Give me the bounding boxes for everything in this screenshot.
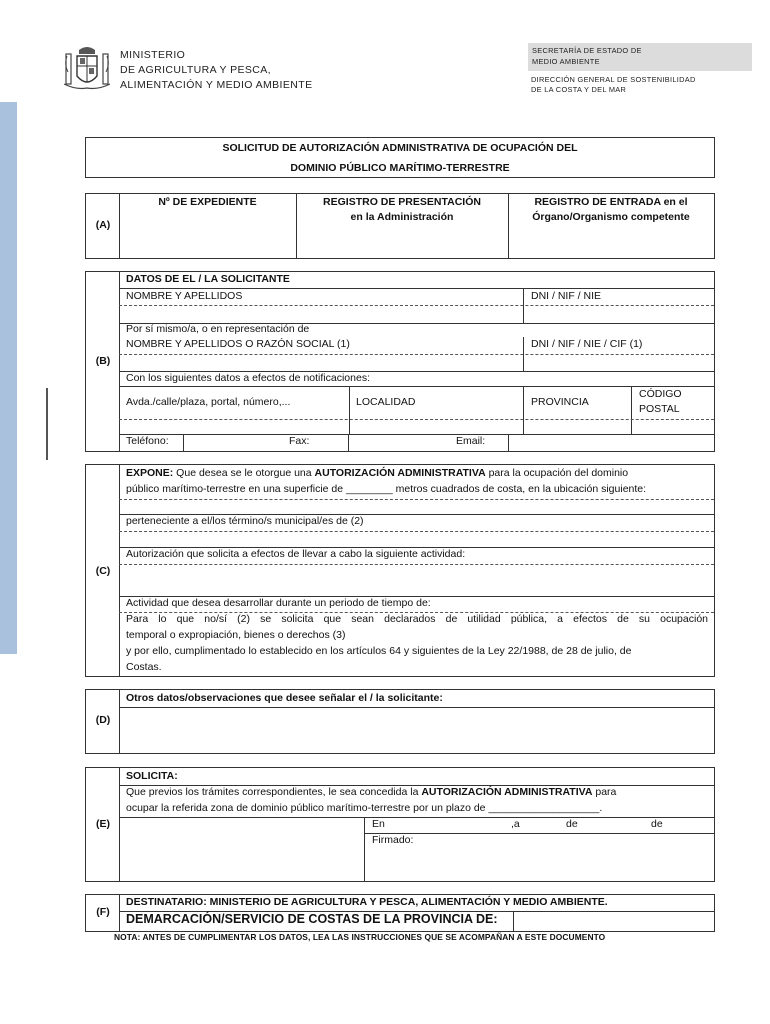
expone-heading: EXPONE: bbox=[126, 467, 174, 479]
fax-field[interactable] bbox=[348, 434, 349, 451]
email-field[interactable] bbox=[508, 434, 509, 451]
fecha-anio-label: de bbox=[651, 818, 663, 830]
expediente-label: Nº DE EXPEDIENTE bbox=[158, 196, 257, 208]
fax-label: Fax: bbox=[289, 435, 310, 447]
lugar-fecha-field[interactable] bbox=[364, 833, 714, 834]
secretaria-line-2: MEDIO AMBIENTE bbox=[532, 57, 600, 66]
section-b bbox=[85, 271, 715, 452]
solicita-text-2: para bbox=[592, 786, 617, 798]
registro-presentacion-line-1: REGISTRO DE PRESENTACIÓN bbox=[323, 196, 481, 208]
direccion-general bbox=[531, 75, 696, 95]
solicita-text-1: Que previos los trámites correspondientes, le sea concedida la bbox=[126, 786, 422, 798]
solicita-autorizacion: AUTORIZACIÓN ADMINISTRATIVA bbox=[421, 786, 593, 798]
side-tab-marker bbox=[0, 102, 17, 654]
actividad-autorizacion-label: Autorización que solicita a efectos de llevar a cabo la siguiente actividad: bbox=[126, 548, 466, 560]
costas-text: Costas. bbox=[126, 661, 162, 673]
coat-of-arms-icon bbox=[64, 44, 110, 94]
section-e bbox=[85, 767, 715, 882]
nombre-apellidos-label: NOMBRE Y APELLIDOS bbox=[126, 290, 243, 302]
direccion-field[interactable] bbox=[119, 434, 714, 435]
solicitante-heading: DATOS DE EL / LA SOLICITANTE bbox=[126, 273, 290, 285]
footer-note: NOTA: ANTES DE CUMPLIMENTAR LOS DATOS, LEA LAS INSTRUCCIONES QUE SE ACOMPAÑAN A ESTE DOCUMENTO bbox=[114, 932, 606, 942]
ley-costas-text: y por ello, cumplimentado lo establecido en los artículos 64 y siguientes de la Ley 22/1988, de 28 de julio, de bbox=[126, 645, 632, 657]
notificaciones-label: Con los siguientes datos a efectos de notificaciones: bbox=[126, 372, 370, 384]
expropiacion-text: temporal o expropiación, bienes o derechos (3) bbox=[126, 629, 346, 641]
section-a bbox=[85, 193, 715, 259]
ministry-line-3: ALIMENTACIÓN Y MEDIO AMBIENTE bbox=[120, 79, 313, 91]
direccion-line-2: DE LA COSTA Y DEL MAR bbox=[531, 85, 627, 94]
demarcacion-label: DEMARCACIÓN/SERVICIO DE COSTAS DE LA PROVINCIA DE: bbox=[126, 912, 498, 926]
email-label: Email: bbox=[456, 435, 486, 447]
por-si-mismo-label: Por sí mismo/a, o en representación de bbox=[126, 323, 310, 335]
solicita-heading: SOLICITA: bbox=[126, 770, 178, 782]
observaciones-field[interactable] bbox=[119, 707, 714, 708]
registro-entrada-line-2: Órgano/Organismo competente bbox=[532, 211, 690, 223]
termino-municipal-label: perteneciente a el/los término/s municipal/es de (2) bbox=[126, 515, 364, 527]
section-d bbox=[85, 689, 715, 754]
dni-label: DNI / NIF / NIE bbox=[531, 290, 602, 302]
nombre-razon-social-label: NOMBRE Y APELLIDOS O RAZÓN SOCIAL (1) bbox=[126, 338, 350, 350]
telefono-field[interactable] bbox=[183, 434, 184, 451]
firmado-label: Firmado: bbox=[372, 834, 414, 846]
expone-autorizacion: AUTORIZACIÓN ADMINISTRATIVA bbox=[314, 467, 486, 479]
utilidad-publica-text: Para lo que no/sí (2) se solicita que sean declarados de utilidad pública, a efectos de su ocupación bbox=[126, 613, 708, 625]
registro-entrada-line-1: REGISTRO DE ENTRADA en el bbox=[534, 196, 688, 208]
section-f-label: (F) bbox=[96, 906, 110, 918]
form-title-line-2: DOMINIO PÚBLICO MARÍTIMO-TERRESTRE bbox=[290, 162, 510, 174]
form-title bbox=[85, 137, 715, 178]
demarcacion-field[interactable] bbox=[513, 911, 514, 931]
section-f bbox=[85, 894, 715, 932]
section-c-label: (C) bbox=[95, 565, 111, 577]
codigo-postal-line-1: CÓDIGO bbox=[639, 388, 682, 400]
section-d-label: (D) bbox=[95, 714, 111, 726]
registro-presentacion-line-2: en la Administración bbox=[350, 211, 454, 223]
expone-line-1 bbox=[126, 467, 628, 479]
expone-text-2: para la ocupación del dominio bbox=[485, 467, 629, 479]
form-title-line-1: SOLICITUD DE AUTORIZACIÓN ADMINISTRATIVA DE OCUPACIÓN DEL bbox=[222, 142, 578, 154]
secretaria-box bbox=[528, 43, 752, 71]
section-b-label: (B) bbox=[95, 355, 111, 367]
section-e-label: (E) bbox=[96, 818, 110, 830]
plazo-line: ocupar la referida zona de dominio público marítimo-terrestre por un plazo de ___________________. bbox=[126, 802, 603, 814]
expone-text-1: Que desea se le otorgue una bbox=[173, 467, 315, 479]
codigo-postal-line-2: POSTAL bbox=[639, 403, 680, 415]
ministry-name bbox=[120, 48, 312, 93]
secretaria-line-1: SECRETARÍA DE ESTADO DE bbox=[532, 46, 642, 55]
ministry-line-1: MINISTERIO bbox=[120, 49, 186, 61]
direccion-line-1: DIRECCIÓN GENERAL DE SOSTENIBILIDAD bbox=[531, 75, 696, 84]
section-a-label: (A) bbox=[95, 219, 111, 231]
periodo-label: Actividad que desea desarrollar durante un periodo de tiempo de: bbox=[126, 597, 431, 609]
ministry-line-2: DE AGRICULTURA Y PESCA, bbox=[120, 64, 271, 76]
fecha-dia-label: ,a bbox=[511, 818, 520, 830]
margin-mark bbox=[46, 388, 48, 460]
superficie-line: público marítimo-terrestre en una superficie de ________ metros cuadrados de costa, en la ubicación siguiente: bbox=[126, 483, 647, 495]
direccion-label: Avda./calle/plaza, portal, número,... bbox=[126, 396, 291, 408]
section-c bbox=[85, 464, 715, 677]
provincia-label: PROVINCIA bbox=[531, 396, 589, 408]
observaciones-heading: Otros datos/observaciones que desee señalar el / la solicitante: bbox=[126, 692, 443, 704]
destinatario-text: DESTINATARIO: MINISTERIO DE AGRICULTURA Y PESCA, ALIMENTACIÓN Y MEDIO AMBIENTE. bbox=[126, 896, 608, 908]
telefono-label: Teléfono: bbox=[126, 435, 169, 447]
solicita-line-1 bbox=[126, 786, 616, 798]
dni-cif-label: DNI / NIF / NIE / CIF (1) bbox=[531, 338, 643, 350]
lugar-en-label: En bbox=[372, 818, 385, 830]
localidad-label: LOCALIDAD bbox=[356, 396, 416, 408]
fecha-mes-label: de bbox=[566, 818, 578, 830]
